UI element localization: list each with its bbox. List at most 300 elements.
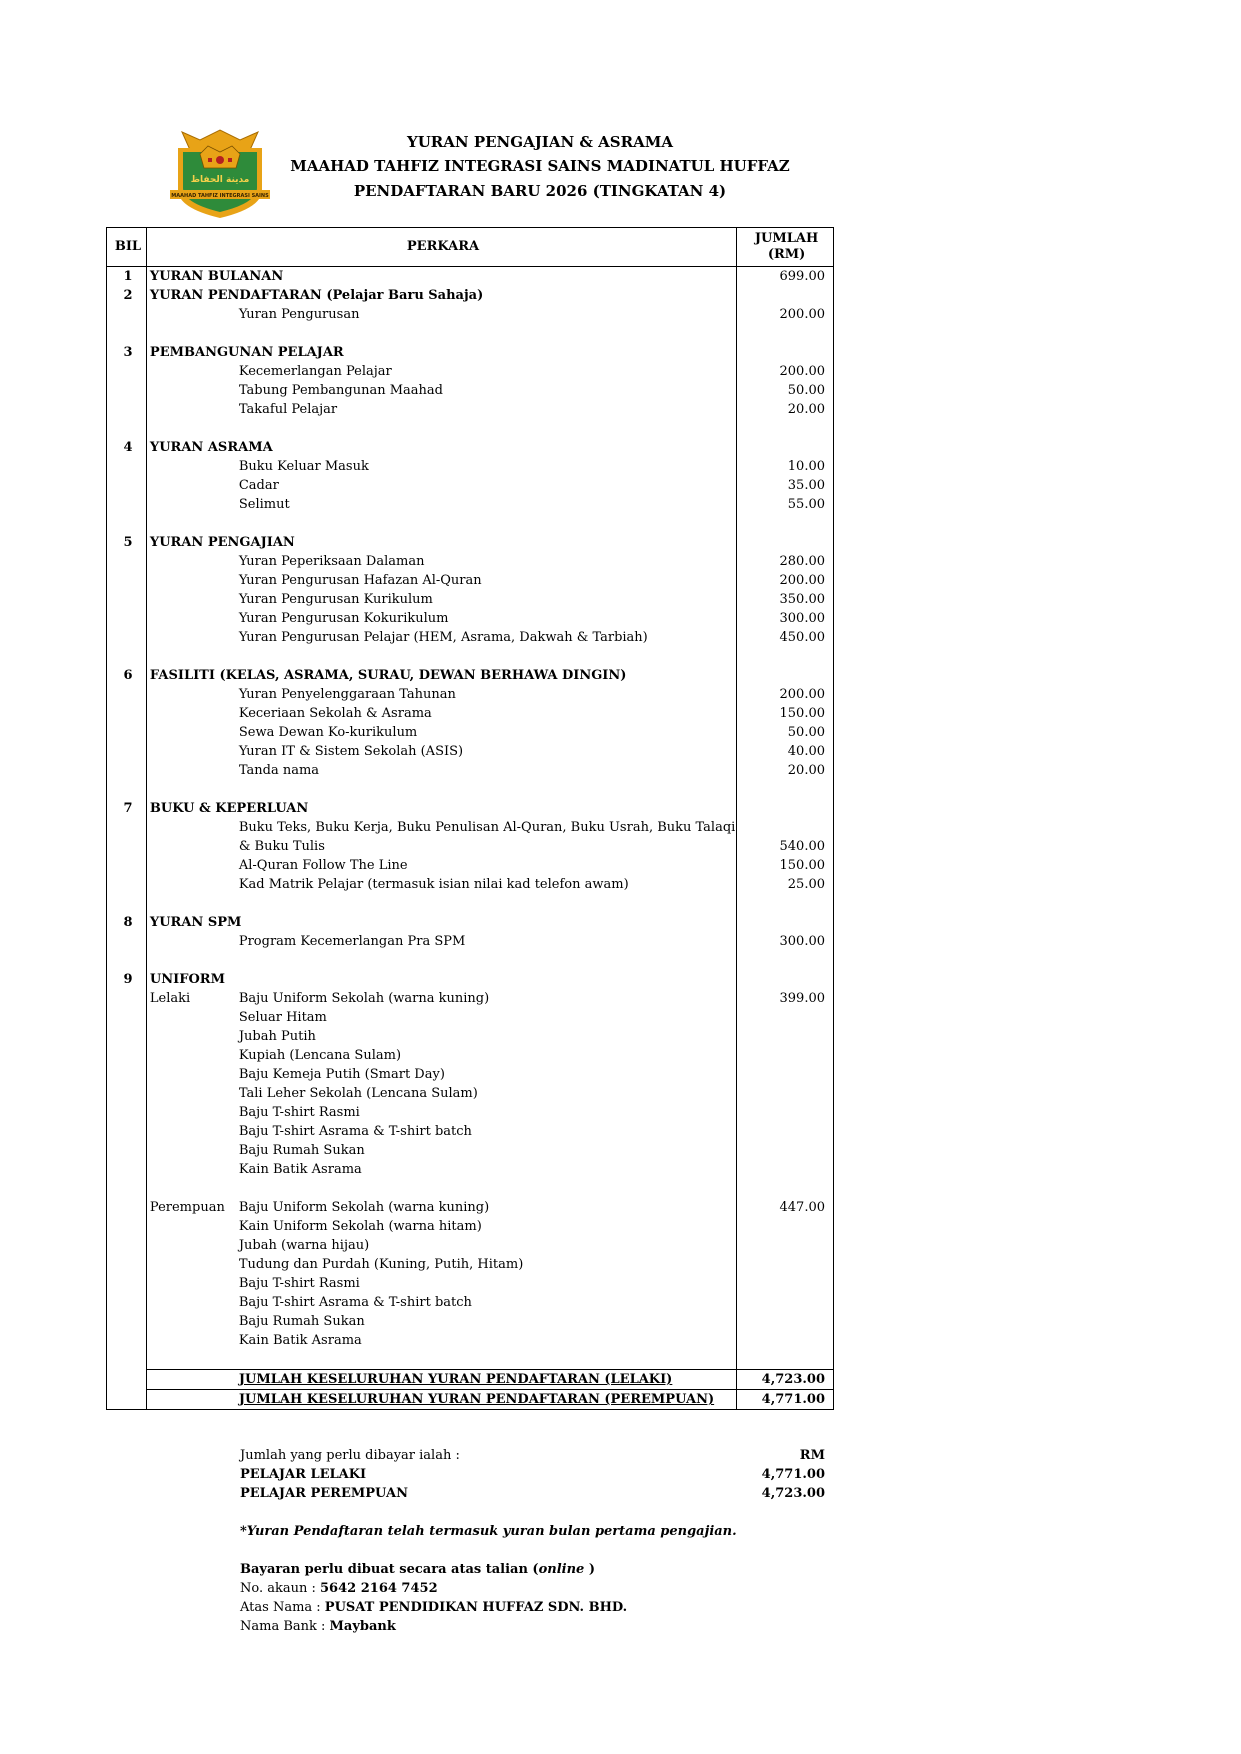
row-amount: 40.00 [737, 742, 834, 761]
total-label: JUMLAH KESELURUHAN YURAN PENDAFTARAN (PEREMPUAN) [236, 1390, 737, 1410]
row-group [146, 419, 235, 438]
row-amount: 540.00 [737, 837, 834, 856]
fee-row [107, 723, 834, 742]
fee-row [107, 1293, 834, 1312]
fee-row [107, 1274, 834, 1293]
row-amount: 450.00 [737, 628, 834, 647]
row-bil [107, 837, 147, 856]
row-bil [107, 419, 147, 438]
row-bil [107, 305, 147, 324]
row-item: Kecemerlangan Pelajar [236, 362, 737, 381]
row-group [146, 951, 235, 970]
fee-row [107, 609, 834, 628]
row-item: Baju T-shirt Rasmi [236, 1103, 737, 1122]
row-item [236, 780, 737, 799]
row-item: Keceriaan Sekolah & Asrama [236, 704, 737, 723]
row-item: Jubah Putih [236, 1027, 737, 1046]
row-group [146, 1179, 235, 1198]
row-amount [737, 1103, 834, 1122]
fee-row [107, 1160, 834, 1179]
row-group [146, 856, 235, 875]
row-bil: 8 [107, 913, 147, 932]
fee-row [107, 875, 834, 894]
row-bil [107, 685, 147, 704]
fee-row [107, 381, 834, 400]
total-value: 4,723.00 [737, 1370, 834, 1390]
row-amount: 50.00 [737, 381, 834, 400]
fee-row [107, 1046, 834, 1065]
row-amount: 280.00 [737, 552, 834, 571]
header-line-1: YURAN PENGAJIAN & ASRAMA [407, 133, 673, 151]
row-bil [107, 324, 147, 343]
row-group [146, 514, 235, 533]
row-amount: 35.00 [737, 476, 834, 495]
row-group [146, 1008, 235, 1027]
row-bil [107, 609, 147, 628]
row-item [236, 951, 737, 970]
summary-lelaki-value: 4,771.00 [761, 1467, 825, 1482]
row-amount: 200.00 [737, 571, 834, 590]
fee-row [107, 571, 834, 590]
fee-row [107, 533, 834, 552]
row-group [146, 875, 235, 894]
row-group [146, 1350, 235, 1370]
row-amount [737, 913, 834, 932]
row-bil [107, 1065, 147, 1084]
row-amount [737, 1122, 834, 1141]
row-bil [107, 1027, 147, 1046]
fee-row [107, 495, 834, 514]
row-group [146, 1331, 235, 1350]
fee-row [107, 989, 834, 1008]
fee-row [107, 685, 834, 704]
row-amount: 200.00 [737, 305, 834, 324]
row-item: Baju Rumah Sukan [236, 1141, 737, 1160]
fee-row [107, 514, 834, 533]
row-amount: 447.00 [737, 1198, 834, 1217]
row-item: Seluar Hitam [236, 1008, 737, 1027]
row-bil [107, 457, 147, 476]
fee-row [107, 1122, 834, 1141]
row-group [146, 1274, 235, 1293]
row-item: Kad Matrik Pelajar (termasuk isian nilai kad telefon awam) [236, 875, 737, 894]
fee-row [107, 1141, 834, 1160]
row-item [236, 1350, 737, 1370]
row-bil [107, 1331, 147, 1350]
row-amount [737, 1027, 834, 1046]
row-group [146, 932, 235, 951]
row-item: Baju Kemeja Putih (Smart Day) [236, 1065, 737, 1084]
row-group [146, 457, 235, 476]
row-bil [107, 1255, 147, 1274]
row-item [236, 419, 737, 438]
fee-row [107, 1331, 834, 1350]
row-item: Tudung dan Purdah (Kuning, Putih, Hitam) [236, 1255, 737, 1274]
row-amount: 399.00 [737, 989, 834, 1008]
section-title: YURAN PENDAFTARAN (Pelajar Baru Sahaja) [146, 286, 736, 305]
fee-row [107, 1179, 834, 1198]
row-amount [737, 1046, 834, 1065]
row-group [146, 381, 235, 400]
fee-row [107, 818, 834, 837]
row-group [146, 1160, 235, 1179]
row-item: & Buku Tulis [236, 837, 737, 856]
total-spacer [146, 1390, 235, 1410]
row-group [146, 780, 235, 799]
row-amount [737, 970, 834, 989]
row-bil: 1 [107, 267, 147, 287]
row-item: Baju T-shirt Asrama & T-shirt batch [236, 1293, 737, 1312]
section-title: YURAN ASRAMA [146, 438, 736, 457]
row-amount [737, 1293, 834, 1312]
row-item: Yuran Penyelenggaraan Tahunan [236, 685, 737, 704]
row-bil [107, 1084, 147, 1103]
row-amount [737, 951, 834, 970]
row-group: Lelaki [149, 991, 191, 1006]
row-group [146, 685, 235, 704]
row-amount [737, 324, 834, 343]
row-amount: 350.00 [737, 590, 834, 609]
payment-account: No. akaun : 5642 2164 7452 [240, 1581, 438, 1596]
row-bil [107, 818, 147, 837]
fee-row [107, 1236, 834, 1255]
fee-row [107, 666, 834, 685]
svg-text:مدينة الحفاظ: مدينة الحفاظ [190, 175, 250, 185]
row-item: Kain Batik Asrama [236, 1160, 737, 1179]
fee-row [107, 1084, 834, 1103]
row-item: Yuran Pengurusan Kokurikulum [236, 609, 737, 628]
row-bil [107, 590, 147, 609]
row-bil [107, 495, 147, 514]
row-item [236, 324, 737, 343]
row-amount [737, 780, 834, 799]
row-bil: 6 [107, 666, 147, 685]
fee-row [107, 362, 834, 381]
row-item: Yuran Pengurusan Pelajar (HEM, Asrama, Dakwah & Tarbiah) [236, 628, 737, 647]
total-row [107, 1370, 834, 1390]
row-group [146, 704, 235, 723]
total-value: 4,771.00 [737, 1390, 834, 1410]
row-bil [107, 476, 147, 495]
fee-row [107, 1198, 834, 1217]
row-group [146, 476, 235, 495]
fee-row [107, 799, 834, 818]
row-bil [107, 381, 147, 400]
fee-row [107, 837, 834, 856]
row-amount: 150.00 [737, 856, 834, 875]
row-bil [107, 932, 147, 951]
section-title: YURAN SPM [146, 913, 736, 932]
svg-text:MAAHAD TAHFIZ INTEGRASI SAINS: MAAHAD TAHFIZ INTEGRASI SAINS [171, 193, 269, 199]
row-bil [107, 1122, 147, 1141]
row-amount: 150.00 [737, 704, 834, 723]
row-bil [107, 552, 147, 571]
row-bil [107, 1198, 147, 1217]
row-bil [107, 1236, 147, 1255]
row-bil: 4 [107, 438, 147, 457]
row-bil [107, 742, 147, 761]
row-amount [737, 1160, 834, 1179]
row-amount [737, 419, 834, 438]
total-bil [107, 1390, 147, 1410]
fee-row [107, 1350, 834, 1370]
section-title: UNIFORM [146, 970, 736, 989]
row-bil [107, 1217, 147, 1236]
row-amount: 699.00 [737, 267, 834, 287]
row-amount [737, 1065, 834, 1084]
fee-row [107, 476, 834, 495]
row-group [146, 1255, 235, 1274]
row-group [146, 1312, 235, 1331]
fee-row [107, 951, 834, 970]
row-bil [107, 647, 147, 666]
row-item: Tali Leher Sekolah (Lencana Sulam) [236, 1084, 737, 1103]
summary-intro: Jumlah yang perlu dibayar ialah : [240, 1448, 460, 1463]
row-bil [107, 951, 147, 970]
row-group [146, 1236, 235, 1255]
row-amount: 200.00 [737, 685, 834, 704]
total-label: JUMLAH KESELURUHAN YURAN PENDAFTARAN (LELAKI) [236, 1370, 737, 1390]
row-group [146, 1293, 235, 1312]
fee-row [107, 590, 834, 609]
row-amount [737, 1312, 834, 1331]
row-bil: 5 [107, 533, 147, 552]
row-amount: 300.00 [737, 932, 834, 951]
row-amount [737, 514, 834, 533]
row-amount [737, 1141, 834, 1160]
row-group [146, 1122, 235, 1141]
fee-row [107, 970, 834, 989]
row-group [146, 723, 235, 742]
row-bil [107, 1008, 147, 1027]
row-item: Buku Keluar Masuk [236, 457, 737, 476]
fee-row [107, 761, 834, 780]
row-item: Cadar [236, 476, 737, 495]
row-item: Baju Rumah Sukan [236, 1312, 737, 1331]
row-item: Takaful Pelajar [236, 400, 737, 419]
row-group [146, 628, 235, 647]
fee-row [107, 856, 834, 875]
fee-table-body [107, 267, 834, 1410]
row-amount [737, 1179, 834, 1198]
row-bil [107, 1141, 147, 1160]
row-amount: 10.00 [737, 457, 834, 476]
fee-row [107, 780, 834, 799]
row-group [146, 609, 235, 628]
row-item [236, 1179, 737, 1198]
row-group [146, 761, 235, 780]
row-amount [737, 343, 834, 362]
row-bil [107, 989, 147, 1008]
row-item: Yuran Pengurusan Hafazan Al-Quran [236, 571, 737, 590]
row-amount [737, 1008, 834, 1027]
row-group [146, 1141, 235, 1160]
fee-row [107, 1103, 834, 1122]
fee-row [107, 1065, 834, 1084]
row-amount: 200.00 [737, 362, 834, 381]
total-bil [107, 1370, 147, 1390]
row-item: Baju T-shirt Asrama & T-shirt batch [236, 1122, 737, 1141]
payment-title: Bayaran perlu dibuat secara atas talian (online ) [240, 1562, 595, 1577]
row-group [146, 305, 235, 324]
section-title: YURAN PENGAJIAN [146, 533, 736, 552]
row-group [146, 495, 235, 514]
row-amount: 300.00 [737, 609, 834, 628]
row-item: Baju Uniform Sekolah (warna kuning) [236, 1198, 737, 1217]
col-jumlah: JUMLAH (RM) [737, 228, 834, 267]
row-bil [107, 704, 147, 723]
row-item: Al-Quran Follow The Line [236, 856, 737, 875]
row-item: Jubah (warna hijau) [236, 1236, 737, 1255]
row-item: Baju T-shirt Rasmi [236, 1274, 737, 1293]
row-amount [737, 1331, 834, 1350]
row-bil: 3 [107, 343, 147, 362]
row-bil: 2 [107, 286, 147, 305]
row-amount [737, 894, 834, 913]
row-item [236, 894, 737, 913]
row-bil [107, 1312, 147, 1331]
col-perkara: PERKARA [146, 228, 736, 267]
row-amount [737, 1274, 834, 1293]
row-group [146, 837, 235, 856]
row-bil [107, 1046, 147, 1065]
fee-row [107, 647, 834, 666]
row-amount: 20.00 [737, 400, 834, 419]
row-bil [107, 723, 147, 742]
row-amount [737, 438, 834, 457]
row-bil [107, 856, 147, 875]
row-group [146, 362, 235, 381]
fee-row [107, 894, 834, 913]
row-amount [737, 1350, 834, 1370]
row-group [146, 647, 235, 666]
summary-perempuan-label: PELAJAR PEREMPUAN [240, 1486, 408, 1501]
row-amount [737, 1236, 834, 1255]
fee-row [107, 913, 834, 932]
row-bil [107, 400, 147, 419]
row-item: Program Kecemerlangan Pra SPM [236, 932, 737, 951]
section-title: FASILITI (KELAS, ASRAMA, SURAU, DEWAN BERHAWA DINGIN) [146, 666, 736, 685]
row-amount [737, 799, 834, 818]
row-bil [107, 1350, 147, 1370]
fee-row [107, 419, 834, 438]
row-bil [107, 761, 147, 780]
fee-row [107, 1312, 834, 1331]
fee-note: *Yuran Pendaftaran telah termasuk yuran bulan pertama pengajian. [240, 1524, 737, 1539]
row-amount [737, 1084, 834, 1103]
fee-row [107, 1027, 834, 1046]
row-bil [107, 1293, 147, 1312]
fee-row [107, 1255, 834, 1274]
fee-row [107, 438, 834, 457]
total-row [107, 1390, 834, 1410]
fee-row [107, 267, 834, 287]
fee-row [107, 1008, 834, 1027]
fee-row [107, 286, 834, 305]
payment-name: Atas Nama : PUSAT PENDIDIKAN HUFFAZ SDN. BHD. [240, 1600, 628, 1615]
row-amount [737, 1217, 834, 1236]
row-item: Tanda nama [236, 761, 737, 780]
fee-row [107, 1217, 834, 1236]
row-group [146, 590, 235, 609]
row-amount: 20.00 [737, 761, 834, 780]
row-bil [107, 1160, 147, 1179]
row-item: Yuran IT & Sistem Sekolah (ASIS) [236, 742, 737, 761]
row-item: Kain Batik Asrama [236, 1331, 737, 1350]
row-group [146, 742, 235, 761]
row-amount [737, 818, 834, 837]
row-bil [107, 1274, 147, 1293]
row-bil [107, 628, 147, 647]
fee-table-header [107, 228, 834, 267]
total-spacer [146, 1370, 235, 1390]
row-item: Yuran Pengurusan [236, 305, 737, 324]
row-item: Sewa Dewan Ko-kurikulum [236, 723, 737, 742]
summary-perempuan-value: 4,723.00 [761, 1486, 825, 1501]
section-title: PEMBANGUNAN PELAJAR [146, 343, 736, 362]
row-amount: 25.00 [737, 875, 834, 894]
row-group: Perempuan [149, 1200, 225, 1215]
row-group [146, 1103, 235, 1122]
fee-row [107, 343, 834, 362]
row-group [146, 1027, 235, 1046]
row-item: Kupiah (Lencana Sulam) [236, 1046, 737, 1065]
row-bil [107, 894, 147, 913]
fee-row [107, 457, 834, 476]
summary-lelaki-label: PELAJAR LELAKI [240, 1467, 367, 1482]
row-bil [107, 780, 147, 799]
fee-row [107, 400, 834, 419]
fee-row [107, 742, 834, 761]
fee-row [107, 324, 834, 343]
row-item [236, 647, 737, 666]
row-amount [737, 533, 834, 552]
row-group [146, 1046, 235, 1065]
col-bil: BIL [107, 228, 147, 267]
row-bil [107, 1179, 147, 1198]
row-bil [107, 875, 147, 894]
section-title: YURAN BULANAN [146, 267, 736, 287]
row-bil [107, 362, 147, 381]
row-group [146, 1084, 235, 1103]
row-amount [737, 286, 834, 305]
row-item: Yuran Peperiksaan Dalaman [236, 552, 737, 571]
row-amount [737, 1255, 834, 1274]
row-item: Tabung Pembangunan Maahad [236, 381, 737, 400]
fee-table [106, 227, 834, 1410]
section-title: BUKU & KEPERLUAN [146, 799, 736, 818]
row-amount: 50.00 [737, 723, 834, 742]
fee-row [107, 552, 834, 571]
payment-bank: Nama Bank : Maybank [240, 1619, 396, 1634]
row-group [146, 1065, 235, 1084]
row-bil [107, 571, 147, 590]
row-item: Baju Uniform Sekolah (warna kuning) [236, 989, 737, 1008]
summary-currency: RM [799, 1448, 825, 1463]
row-amount: 55.00 [737, 495, 834, 514]
row-amount [737, 647, 834, 666]
row-item [236, 514, 737, 533]
row-group [146, 552, 235, 571]
row-group [146, 1217, 235, 1236]
row-item: Buku Teks, Buku Kerja, Buku Penulisan Al-Quran, Buku Usrah, Buku Talaqi [236, 818, 737, 837]
header-line-3: PENDAFTARAN BARU 2026 (TINGKATAN 4) [353, 182, 727, 200]
header-line-2: MAAHAD TAHFIZ INTEGRASI SAINS MADINATUL HUFFAZ [290, 157, 790, 175]
row-group [146, 324, 235, 343]
row-bil: 7 [107, 799, 147, 818]
row-group [146, 571, 235, 590]
row-bil [107, 514, 147, 533]
